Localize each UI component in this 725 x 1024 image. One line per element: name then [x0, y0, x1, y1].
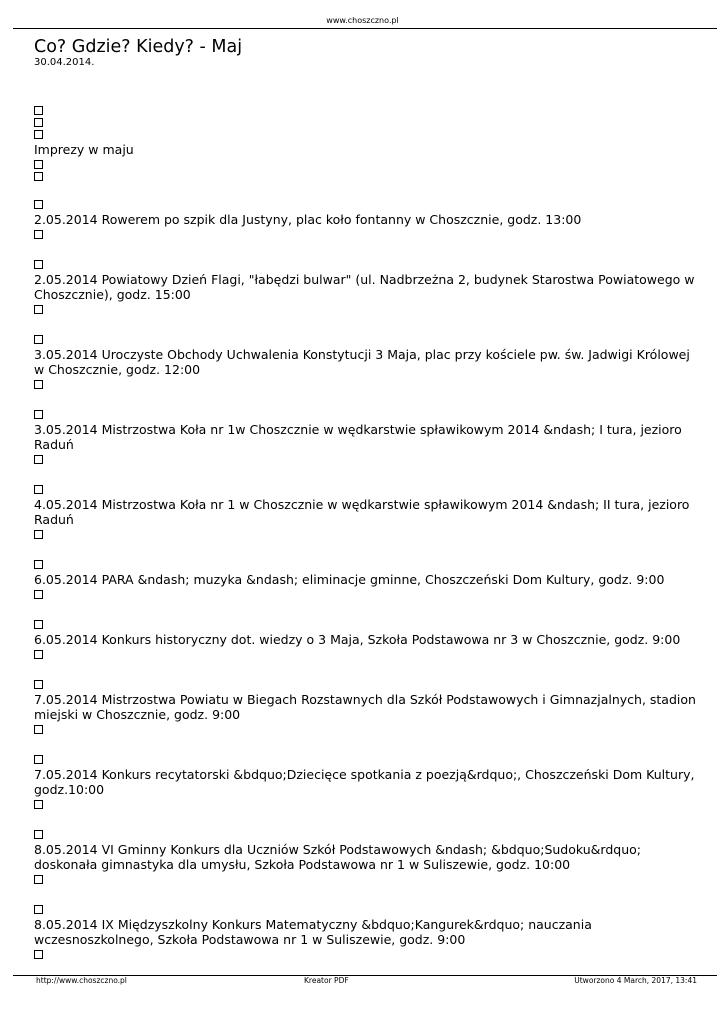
footer-generator: Kreator PDF — [304, 976, 349, 985]
event-item: 7.05.2014 Konkurs recytatorski &bdquo;Dziecięce spotkania z poezją&rdquo;, Choszczeński Dom Kultury, godz.10:00 — [34, 767, 695, 797]
checkbox-glyph-icon — [34, 485, 43, 494]
event-item: 6.05.2014 PARA &ndash; muzyka &ndash; eliminacje gminne, Choszczeński Dom Kultury, godz. 9:00 — [34, 572, 665, 587]
checkbox-glyph-icon — [34, 410, 43, 419]
checkbox-glyph-icon — [34, 160, 43, 169]
checkbox-glyph-icon — [34, 230, 43, 239]
event-item: 3.05.2014 Uroczyste Obchody Uchwalenia Konstytucji 3 Maja, plac przy kościele pw. św. Jadwigi Królowej w Choszcznie, godz. 12:00 — [34, 347, 690, 377]
checkbox-glyph-icon — [34, 130, 43, 139]
publish-date: 30.04.2014. — [34, 57, 95, 68]
checkbox-glyph-icon — [34, 620, 43, 629]
checkbox-glyph-icon — [34, 905, 43, 914]
event-item: 7.05.2014 Mistrzostwa Powiatu w Biegach Rozstawnych dla Szkół Podstawowych i Gimnazjalnych, stadion miejski w Choszcznie, godz. 9:00 — [34, 692, 696, 722]
checkbox-glyph-icon — [34, 830, 43, 839]
checkbox-glyph-icon — [34, 118, 43, 127]
checkbox-glyph-icon — [34, 875, 43, 884]
checkbox-glyph-icon — [34, 380, 43, 389]
event-item: 8.05.2014 IX Międzyszkolny Konkurs Matematyczny &bdquo;Kangurek&rdquo; nauczania wczesnoszkolnego, Szkoła Podstawowa nr 1 w Suliszewie, godz. 9:00 — [34, 917, 592, 947]
checkbox-glyph-icon — [34, 590, 43, 599]
checkbox-glyph-icon — [34, 950, 43, 959]
header-site-url: www.choszczno.pl — [326, 16, 399, 25]
event-item: 2.05.2014 Rowerem po szpik dla Justyny, plac koło fontanny w Choszcznie, godz. 13:00 — [34, 212, 582, 227]
event-item: 6.05.2014 Konkurs historyczny dot. wiedzy o 3 Maja, Szkoła Podstawowa nr 3 w Choszcznie, godz. 9:00 — [34, 632, 681, 647]
checkbox-glyph-icon — [34, 335, 43, 344]
checkbox-glyph-icon — [34, 455, 43, 464]
footer-url: http://www.choszczno.pl — [36, 976, 127, 985]
checkbox-glyph-icon — [34, 172, 43, 181]
event-item: 4.05.2014 Mistrzostwa Koła nr 1 w Choszcznie w wędkarstwie spławikowym 2014 &ndash; II tura, jezioro Raduń — [34, 497, 690, 527]
checkbox-glyph-icon — [34, 260, 43, 269]
article-body — [34, 103, 699, 962]
checkbox-glyph-icon — [34, 680, 43, 689]
checkbox-glyph-icon — [34, 305, 43, 314]
checkbox-glyph-icon — [34, 650, 43, 659]
event-item: 8.05.2014 VI Gminny Konkurs dla Uczniów Szkół Podstawowych &ndash; &bdquo;Sudoku&rdquo; doskonała gimnastyka dla umysłu, Szkoła Podstawowa nr 1 w Suliszewie, godz. 10:00 — [34, 842, 641, 872]
footer-created: Utworzono 4 March, 2017, 13:41 — [574, 976, 697, 985]
event-item: 3.05.2014 Mistrzostwa Koła nr 1w Choszcznie w wędkarstwie spławikowym 2014 &ndash; I tura, jezioro Raduń — [34, 422, 682, 452]
checkbox-glyph-icon — [34, 800, 43, 809]
checkbox-glyph-icon — [34, 755, 43, 764]
event-item: 2.05.2014 Powiatowy Dzień Flagi, "łabędzi bulwar" (ul. Nadbrzeżna 2, budynek Starostwa Powiatowego w Choszcznie), godz. 15:00 — [34, 272, 695, 302]
checkbox-glyph-icon — [34, 725, 43, 734]
checkbox-glyph-icon — [34, 106, 43, 115]
header-divider — [13, 28, 717, 29]
page-title: Co? Gdzie? Kiedy? - Maj — [34, 37, 243, 57]
checkbox-glyph-icon — [34, 560, 43, 569]
checkbox-glyph-icon — [34, 530, 43, 539]
section-heading: Imprezy w maju — [34, 142, 134, 157]
checkbox-glyph-icon — [34, 200, 43, 209]
